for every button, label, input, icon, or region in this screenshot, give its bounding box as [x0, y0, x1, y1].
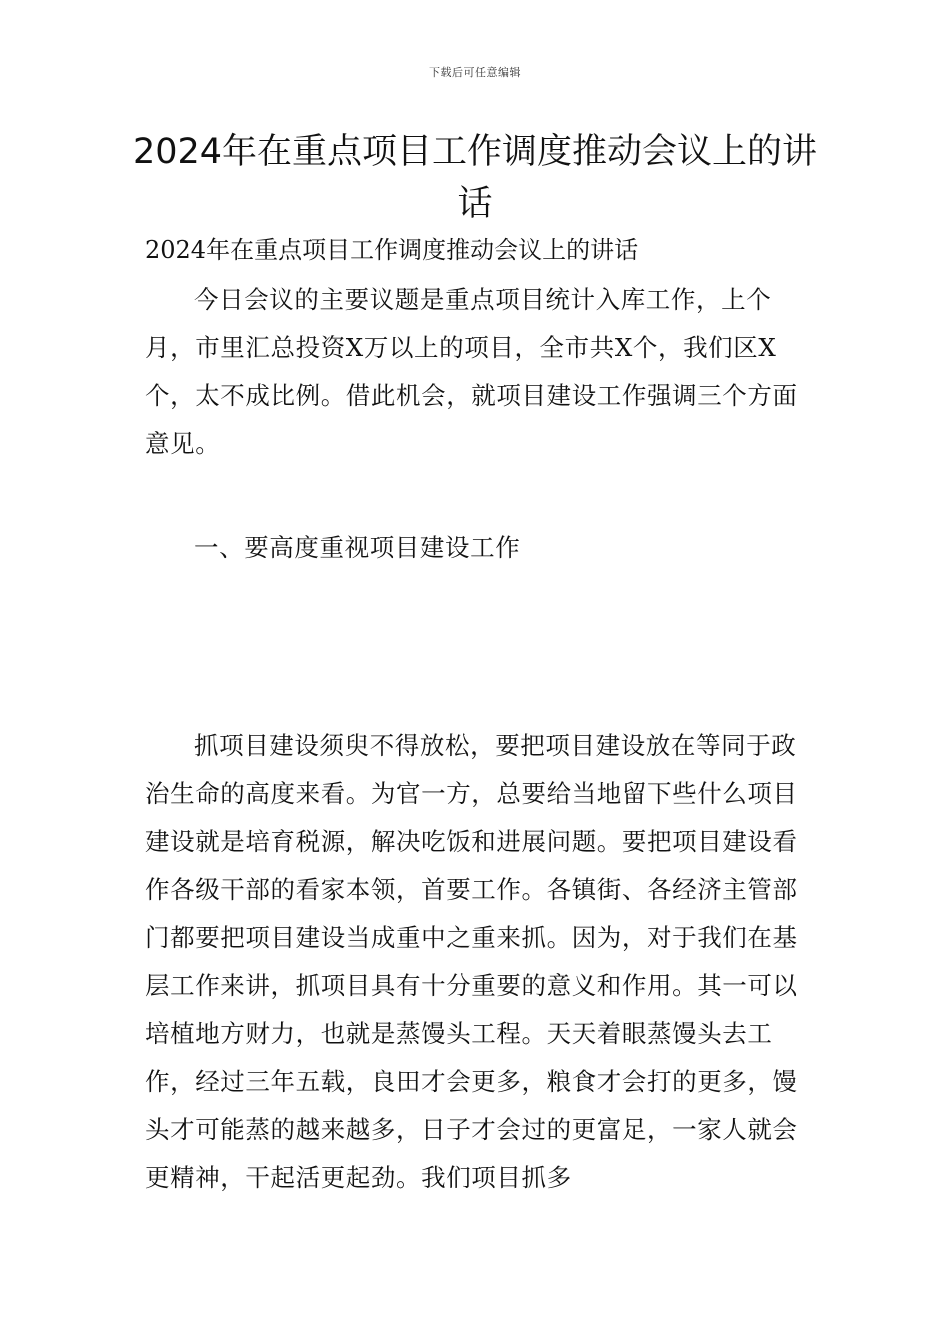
document-title: 2024年在重点项目工作调度推动会议上的讲话 — [132, 132, 818, 224]
paragraph-intro: 今日会议的主要议题是重点项目统计入库工作，上个月，市里汇总投资X万以上的项目，全市共X个，我们区X个，太不成比例。借此机会，就项目建设工作强调三个方面意见。 — [145, 285, 798, 458]
document-subtitle: 2024年在重点项目工作调度推动会议上的讲话 — [145, 236, 639, 264]
paragraph-body: 抓项目建设须臾不得放松，要把项目建设放在等同于政治生命的高度来看。为官一方，总要给当地留下些什么项目建设就是培育税源，解决吃饭和进展问题。要把项目建设看作各级干部的看家本领，首要工作。各镇街、各经济主管部门都要把项目建设当成重中之重来抓。因为，对于我们在基层工作来讲，抓项目具有十分重要的意义和作用。其一可以培植地方财力，也就是蒸馒头工程。天天着眼蒸馒头去工作，经过三年五载，良田才会更多，粮食才会打的更多，馒头才可能蒸的越来越多，日子才会过的更富足，一家人就会更精神，干起活更起劲。我们项目抓多 — [145, 731, 798, 1192]
section-heading-1: 一、要高度重视项目建设工作 — [194, 533, 521, 562]
header-note: 下载后可任意编辑 — [429, 66, 521, 79]
